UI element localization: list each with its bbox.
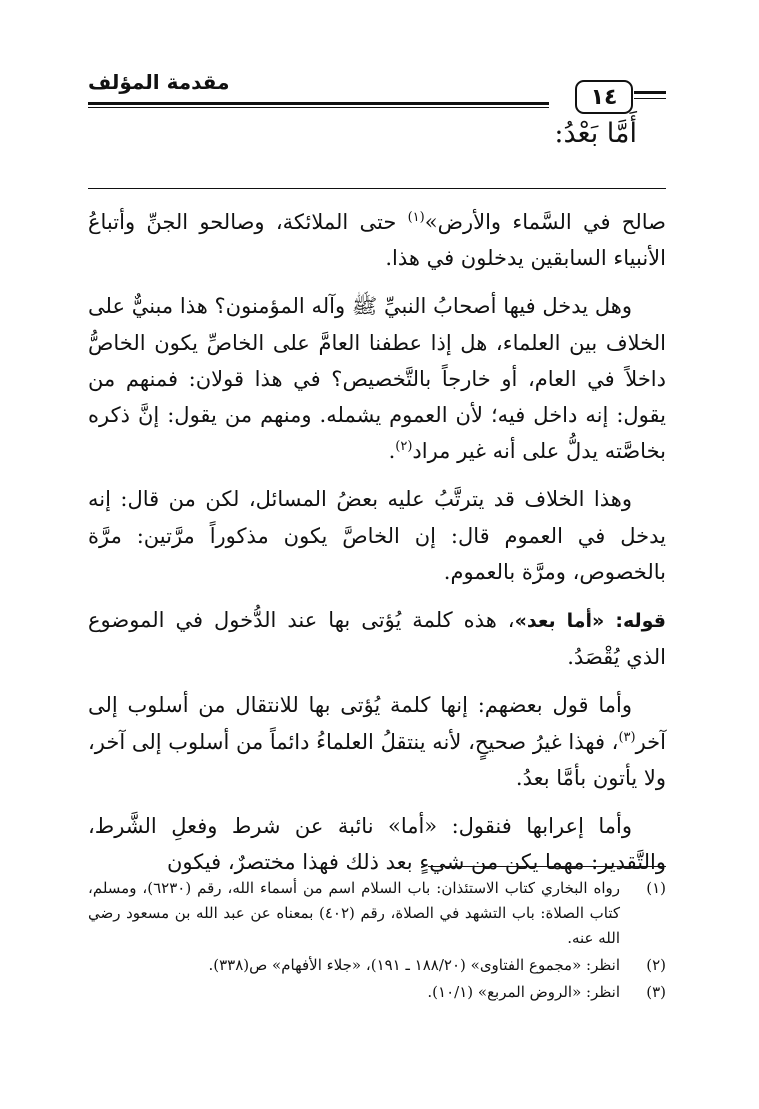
header-dash-thin (634, 98, 666, 99)
footnote-ref-2[interactable]: (٢) (395, 439, 413, 455)
text-run: ، فهذا غيرُ صحيحٍ، لأنه ينتقلُ العلماءُ دائماً من أسلوب إلى آخر، ولا يأتون بأمَّا بعدُ. (88, 729, 666, 790)
paragraph-6: وأما إعرابها فنقول: «أما» نائبة عن شرط وفعلِ الشَّرط، والتَّقدير: مهما يكن من شيءٍ بعد ذلك فهذا مختصرٌ، فيكون (88, 814, 666, 875)
footnotes (88, 876, 666, 1007)
text-run: وأما قول بعضهم: إنها كلمة يُؤتى بها للانتقال من أسلوب إلى آخر (88, 693, 666, 754)
body-text (88, 204, 666, 892)
header-rule (88, 102, 549, 105)
footnote-number: (٣) (646, 983, 666, 1001)
page-number: ١٤ (575, 80, 633, 114)
section-heading: أَمَّا بَعْدُ: (554, 118, 637, 149)
footnote-3 (88, 980, 666, 1005)
footnote-text: انظر: «الروض المربع» (١٠/١). (427, 983, 620, 1001)
chapter-title: مقدمة المؤلف (88, 70, 230, 94)
text-run: حتى الملائكة، وصالحو الجنِّ وأتباعُ الأنبياء السابقين يدخلون في هذا. (88, 210, 666, 271)
footnote-text: انظر: «مجموع الفتاوى» (١٨٨/٢٠ ـ ١٩١)، «جلاء الأفهام» ص(٣٣٨). (208, 956, 620, 974)
paragraph-4 (88, 602, 666, 675)
footnote-separator (428, 866, 666, 867)
footnote-2 (88, 953, 666, 978)
footnote-number: (١) (646, 879, 666, 897)
paragraph-2 (88, 288, 666, 469)
header-dash (634, 91, 666, 94)
paragraph-5 (88, 687, 666, 796)
text-run: صالح في السَّماء والأرض» (424, 210, 666, 234)
text-run: ، هذه كلمة يُؤتى بها عند الدُّخول في الموضوع الذي يُقْصَدُ. (88, 608, 666, 670)
quoted-phrase: «أما بعد» (514, 610, 605, 633)
header-rule-thin (88, 107, 549, 108)
section-rule (88, 188, 666, 189)
footnote-text: رواه البخاري كتاب الاستئذان: باب السلام اسم من أسماء الله، رقم (٦٢٣٠)، ومسلم، كتاب الصلاة: باب التشهد في الصلاة، رقم (٤٠٢) بمعناه عن عبد الله بن مسعود رضي الله عنه. (88, 879, 620, 947)
text-run: وهل يدخل فيها أصحابُ النبيِّ ﷺ وآله المؤمنون؟ هذا مبنيٌّ على الخلاف بين العلماء، هل إذا عطفنا العامَّ على الخاصِّ يكون الخاصُّ داخلاً في العام، أو خارجاً بالتَّخصيص؟ في هذا قولان: فمنهم من يقول: إنه داخل فيه؛ لأن العموم يشمله. ومنهم من يقول: إنَّ ذكره بخاصَّته يدلُّ على أنه غير مراد (88, 294, 666, 464)
text-run: . (388, 439, 396, 464)
paragraph-1 (88, 204, 666, 276)
footnote-ref-1[interactable]: (١) (407, 210, 425, 225)
commentary-keyword: قوله: (615, 610, 666, 633)
footnote-ref-3[interactable]: (٣) (618, 729, 636, 745)
paragraph-3: وهذا الخلاف قد يترتَّبُ عليه بعضُ المسائل، لكن من قال: إنه يدخل في العموم قال: إن الخاصَّ يكون مذكوراً مرَّتين: مرَّة بالخصوص، ومرَّة بالعموم. (88, 487, 666, 584)
footnote-number: (٢) (646, 956, 666, 974)
footnote-1 (88, 876, 666, 951)
